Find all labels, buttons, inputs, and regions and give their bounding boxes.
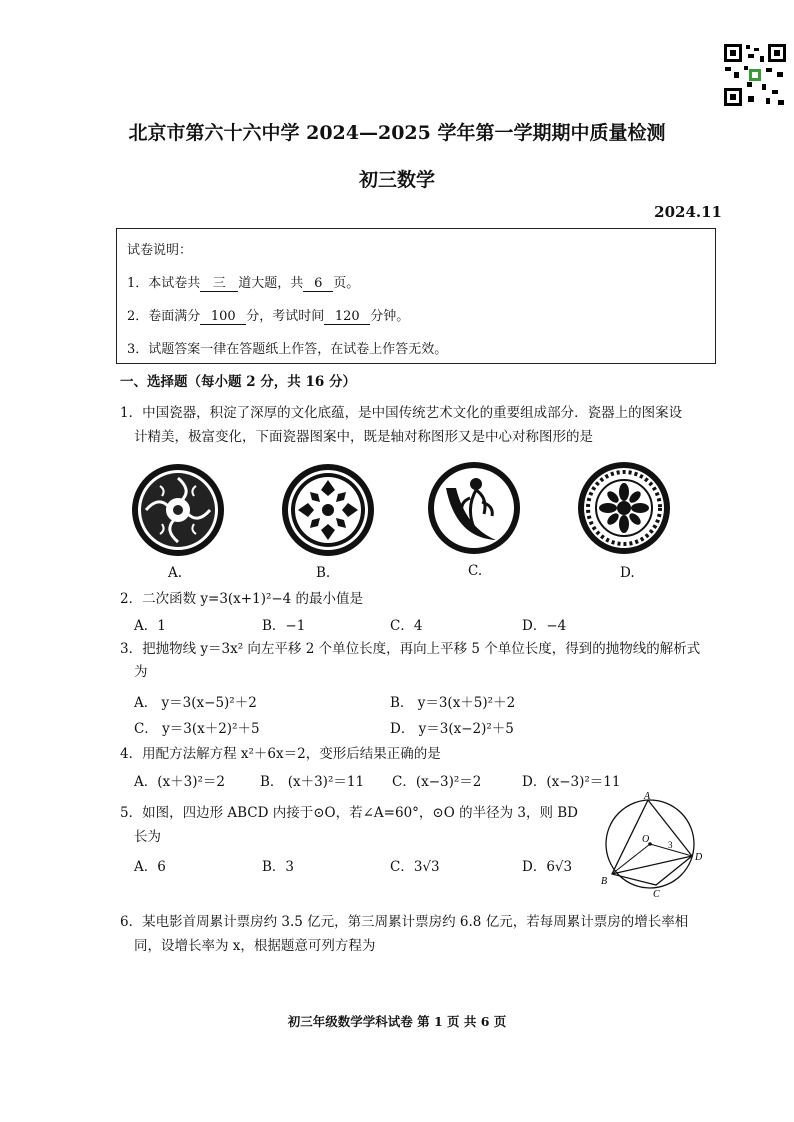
q1-label-c: C.: [468, 563, 483, 579]
q5-option-b: B．3: [262, 859, 295, 875]
exam-subject: 初三数学: [358, 169, 435, 191]
q3-text-2: 为: [134, 664, 148, 680]
q1-label-d: D.: [620, 565, 635, 581]
instructions-box: [116, 228, 716, 364]
q2-option-b: B．−1: [262, 618, 306, 634]
q1-label-b: B.: [316, 565, 331, 581]
q2-option-c: C．4: [390, 618, 423, 634]
figure-label-o: O: [642, 834, 650, 845]
section-heading: 一、选择题（每小题 2 分，共 16 分）: [120, 374, 356, 390]
q6-text-2: 同，设增长率为 x，根据题意可列方程为: [134, 938, 376, 954]
porcelain-pattern-c: [426, 458, 522, 558]
q3-option-d: D． y＝3(x−2)²＋5: [390, 721, 514, 737]
figure-label-a: A: [644, 791, 651, 802]
text: 道大题，共: [238, 276, 304, 291]
instruction-line-3: 3．试题答案一律在答题纸上作答，在试卷上作答无效。: [127, 342, 448, 357]
instruction-line-2: [127, 305, 409, 325]
underlined-value: 120: [324, 309, 370, 325]
text: 分，考试时间: [246, 309, 325, 324]
text: 2．卷面满分: [127, 309, 201, 324]
porcelain-pattern-a: [130, 462, 226, 558]
q2-option-a: A．1: [134, 618, 166, 634]
figure-label-c: C: [653, 889, 660, 900]
circle-quadrilateral-figure: [598, 790, 708, 902]
q1-label-a: A.: [168, 565, 183, 581]
q3-option-a: A． y＝3(x−5)²＋2: [134, 695, 257, 711]
figure-label-b: B: [601, 876, 608, 887]
q5-option-a: A．6: [134, 859, 166, 875]
porcelain-pattern-b: [280, 462, 376, 558]
instructions-heading: 试卷说明：: [127, 243, 193, 258]
instruction-line-1: [127, 272, 359, 292]
q3-text-1: 3．把抛物线 y＝3x² 向左平移 2 个单位长度，再向上平移 5 个单位长度，得到的抛物线的解析式: [120, 641, 701, 657]
q4-option-b: B． (x＋3)²＝11: [260, 774, 365, 790]
q4-option-c: C．(x−3)²＝2: [392, 774, 482, 790]
figure-radius-label: 3: [668, 840, 673, 850]
underlined-value: 100: [200, 309, 246, 325]
porcelain-pattern-d: [576, 460, 672, 556]
q1-text-1: 1．中国瓷器，积淀了深厚的文化底蕴，是中国传统艺术文化的重要组成部分．瓷器上的图案设: [120, 405, 683, 421]
q5-option-d: D．6√3: [522, 859, 573, 875]
q4-text: 4．用配方法解方程 x²＋6x＝2，变形后结果正确的是: [120, 746, 441, 762]
q6-text-1: 6．某电影首周累计票房约 3.5 亿元，第三周累计票房约 6.8 亿元，若每周累计票房的增长率相: [120, 914, 689, 930]
q3-option-c: C． y＝3(x＋2)²＋5: [134, 721, 260, 737]
q4-option-d: D．(x−3)²＝11: [522, 774, 621, 790]
figure-label-d: D: [695, 852, 703, 863]
q5-option-c: C．3√3: [390, 859, 440, 875]
q2-text: 2．二次函数 y=3(x+1)²−4 的最小值是: [120, 591, 364, 607]
underlined-value: 三: [200, 272, 238, 292]
q4-option-a: A．(x＋3)²＝2: [134, 774, 225, 790]
qr-code: [722, 42, 788, 108]
q5-text-2: 长为: [134, 829, 161, 845]
underlined-value: 6: [303, 276, 333, 292]
q2-option-d: D．−4: [522, 618, 567, 634]
text: 1．本试卷共: [127, 276, 201, 291]
exam-title: 北京市第六十六中学 2024—2025 学年第一学期期中质量检测: [128, 122, 666, 144]
q1-text-2: 计精美，极富变化，下面瓷器图案中，既是轴对称图形又是中心对称图形的是: [134, 429, 593, 445]
exam-date: 2024.11: [654, 203, 722, 221]
page-footer: 初三年级数学学科试卷 第 1 页 共 6 页: [287, 1014, 507, 1029]
q5-text-1: 5．如图，四边形 ABCD 内接于⊙O，若∠A=60°，⊙O 的半径为 3，则 BD: [120, 805, 579, 821]
text: 分钟。: [370, 309, 410, 324]
text: 页。: [333, 276, 360, 291]
q3-option-b: B． y＝3(x＋5)²＋2: [390, 695, 516, 711]
